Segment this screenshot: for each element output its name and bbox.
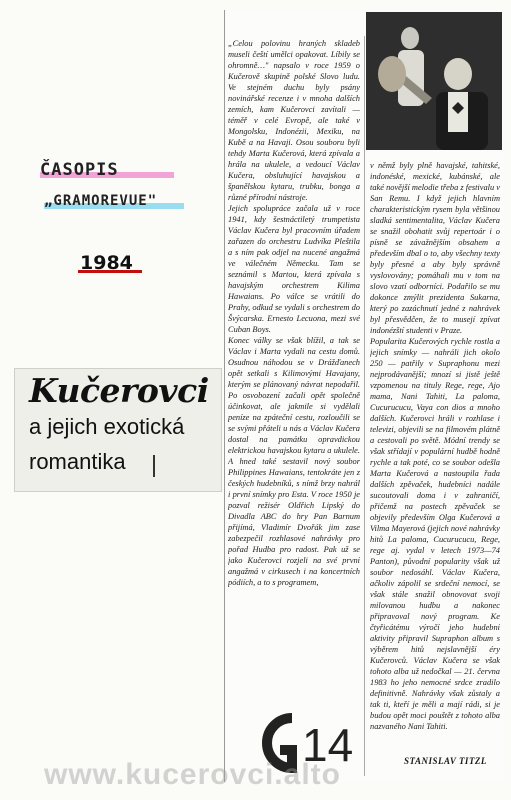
headline-subtitle-line2: romantika <box>29 449 126 474</box>
issue-number: 14 <box>302 719 354 771</box>
headline-title: Kučerovci <box>29 371 209 410</box>
publication-year: 1984 <box>80 252 133 274</box>
headline-subtitle-line1: a jejich exotická <box>29 414 185 439</box>
magazine-name: „GRAMOREVUE" <box>44 193 158 209</box>
article-column-2: v němž byly plně havajské, tahitské, indonéské, mexické, kubánské, ale také novější melodie třeba z festivalu v San Remu. I když jejich hlavním charakteristickým rysem byla většinou sladká sentimentalita, Václav Kučera se snažil obohatit svůj repertoár i o písně se závažnějším obsahem a především dbal o to, aby všechny texty byly přesné a aby byly správně vyslovovány; pomáhali mu v tom na slovo vzatí odborníci. Podařilo se mu dokonce zmýlit prezidenta Sukarna, který po zazáchnutí jedné z nahrávek byl přesvědčen, že to musejí zpívat indonézští studenti v Praze. Popularita Kučerových rychle rostla a jejich snímky — nahráli jich okolo 250 — patřily v Supraphonu mezi nejprodávanější; mnozí si jistě ještě vzpomenou na tituly Rege, rege, Ajo mama, Nani Tahiti, La paloma, Cucurucucu, Vaya con dios a mnoho dalších. Kučerovci hráli v rozhlase i televizi, objevili se na filmovém plátně a cestovali po světě. Módní trendy se však střídají v populární hudbě hodně rychle a tak poté, co se soubor odešla Marta Kučerová a nastoupila řada dalších zpěvaček, hudebníci nadále sucoutovali doma i v zahraničí, přičemž na postech zpěvaček se objevily především Olga Kučerová a Vilma Mayerová (jejich nové nahrávky hitů La paloma, Cucurucucu, Rege, rege aj. vydal v letech 1973—74 Panton), původní popularity však už soubor nedosáhl. Václav Kučera, ačkoliv zápolil se srdeční nemocí, se však stále snažil obnovovat svoji milovanou hudbu a nakonec připravoval nový program. Ke čtyřicátému výročí jeho hudební aktivity připravil Supraphon album s výběrem hitů nejslavnější éry Kučerovců. Václav Kučera se však tohoto alba už nedočkal — 21. června 1983 ho jeho nemocné srdce zradilo definitivně. Nahrávky však zůstaly a tak ti, kteří je měli a mají rádi, si je budou opět moci pouštět z tohoto alba nazvaného Nani Tahiti. <box>370 161 500 731</box>
article-column-1: „Celou polovinu hraných skladeb museli čeští umělci opakovat. Líbily se ohromně…" napsalo v roce 1959 o Kučerově skupině polské Slovo ludu. Ve stejném duchu byly psány novinářské recenze i v mnoha dalších zemích, kam Kučerovci zavítali — téměř v celé Evropě, ale také v Mongolsku, Indonézii, Mexiku, na Kubě a na Havaji. Osou souboru byli tehdy Marta Kučerová, která zpívala a hrála na ukulele, a vedoucí Václav Kučera, obsluhující havajskou a španělskou kytaru, trubku, bonga a různé přírodní nástroje. Jejich spolupráce začala už v roce 1941, kdy šestnáctiletý trumpetista Václav Kučera byl pracovním úřadem zařazen do orchestru Ludvíka Pleštila a s ním pak odjel na nucené angažmá ve válečném Německu. Tam se seznámil s Martou, která zpívala s havajským orchestrem Kilima Hawaians. Po válce se vrátili do Prahy, odkud se vydali s orchestrem do Švýcarska. Ernesto Lecuona, mezi své Cuban Boys. Konec války se však blížil, a tak se Václav i Marta vydali na cestu domů. Osudnou náhodou se v Drážďanech opět setkali s Kilimovými Havajany, kterým se plánovaný návrat nepodařil. Po osvobození začali opět společně účinkovat, ale jakmile si vydělali peníze na zpáteční cestu, rozloučili se se svými přáteli u nás a Václav Kučera dostal na památku opravdickou elektrickou havajskou kytaru a ukulele. A hned také sestavil nový soubor Philippines Hawaians, tentokráte jen z českých hudebníků, s nímž brzy nahrál i první snímky pro Esta. V roce 1950 je pozval režisér Oldřich Lipský do Divadla ABC do hry Pan Barnum přijímá, Vladimír Dvořák jim zase zabezpečil rozhlasové nahrávky pro pořad Hudba pro radost. Pak už se jako Kučerovci rozjeli na své první angažmá v cirkusech i na koncertních pódiích, a to s programem, <box>228 39 360 587</box>
headline-card <box>14 368 222 492</box>
magazine-label: ČASOPIS <box>40 160 119 180</box>
band-photo <box>366 12 502 150</box>
watermark: www.kucerovci.alto <box>44 758 341 791</box>
article-author: STANISLAV TITZL <box>404 756 487 766</box>
column-rule <box>364 36 365 776</box>
text-cursor-bar <box>153 455 155 477</box>
band-photo-image <box>366 12 502 150</box>
